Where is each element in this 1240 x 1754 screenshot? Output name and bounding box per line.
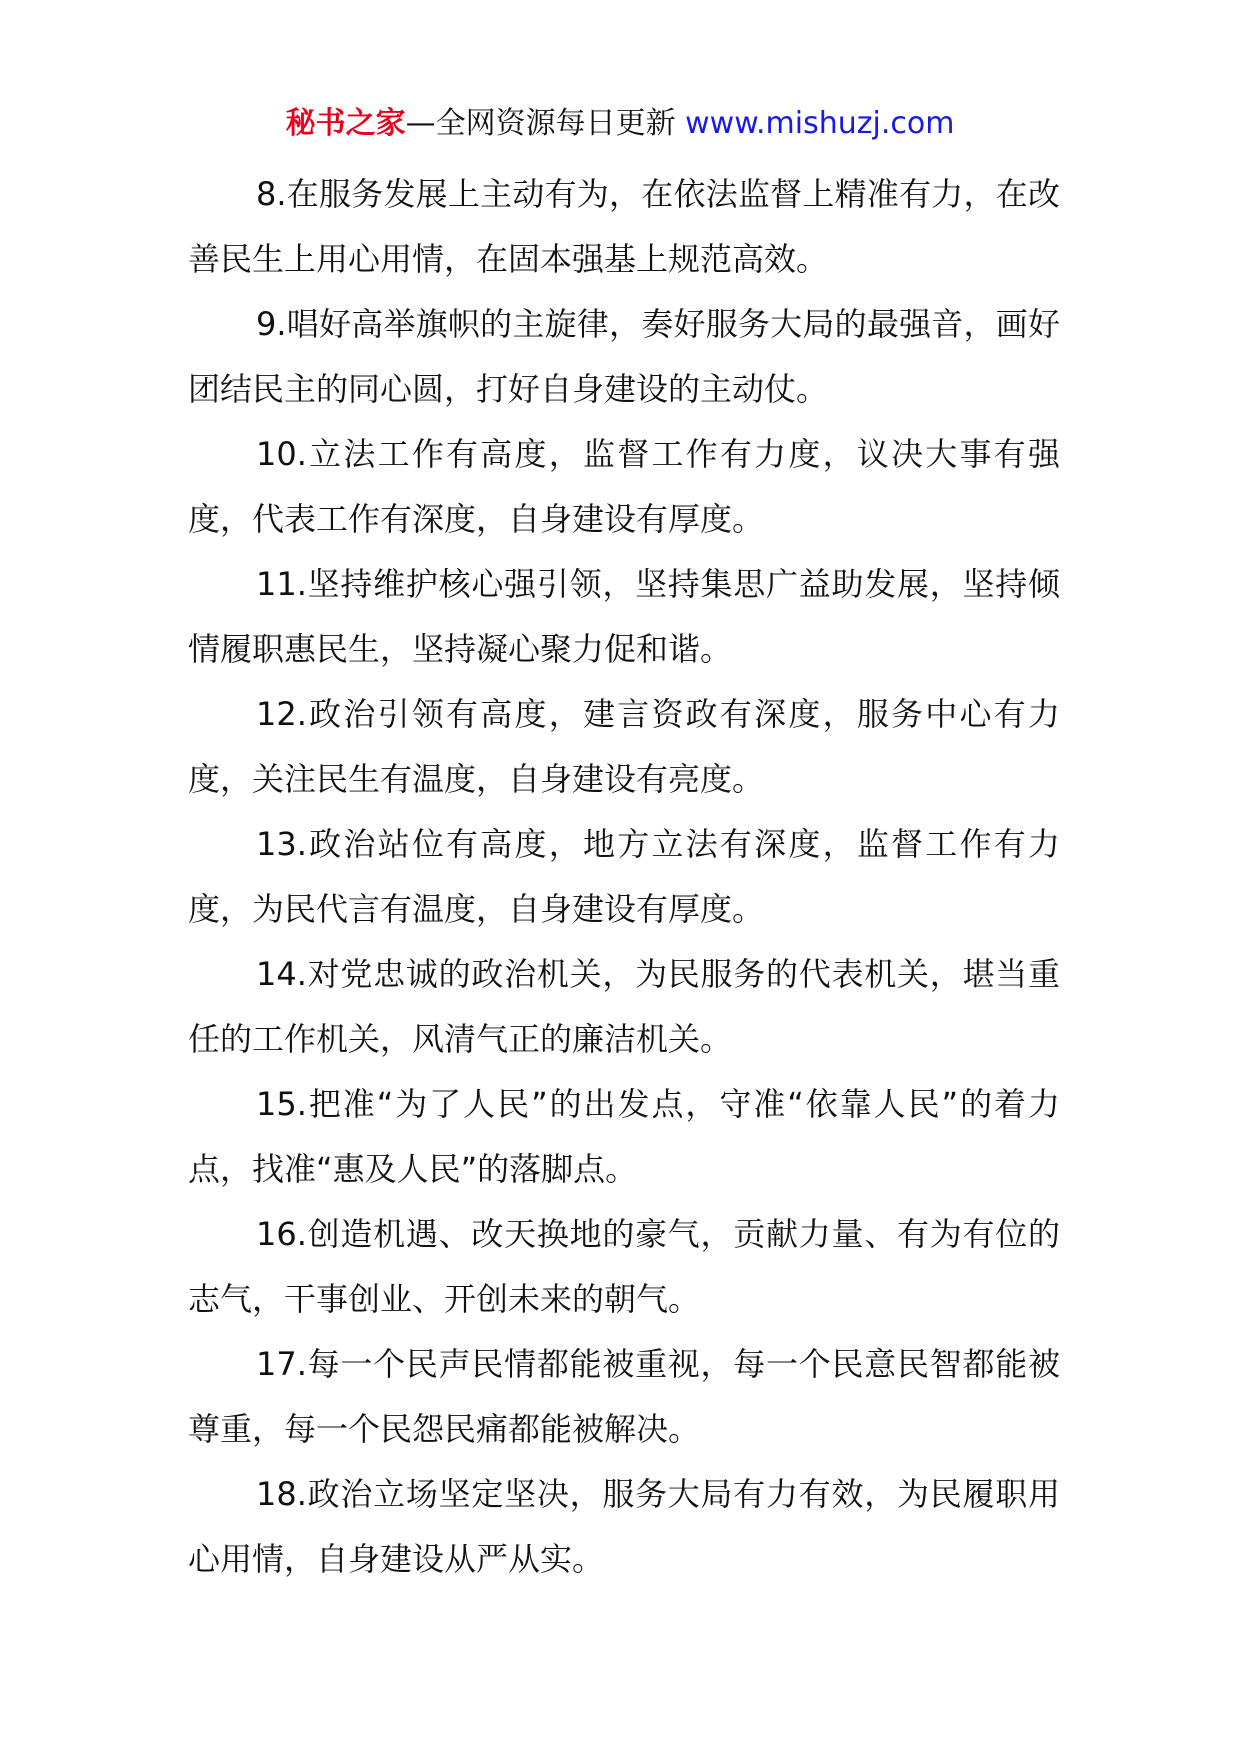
header-slogan: —全网资源每日更新 <box>405 106 676 141</box>
list-item-9: 9.唱好高举旗帜的主旋律，奏好服务大局的最强音，画好团结民主的同心圆，打好自身建设的主动仗。 <box>188 305 1060 408</box>
brand-name: 秘书之家 <box>285 106 406 141</box>
page-header <box>0 104 1240 144</box>
website-link[interactable]: www.mishuzj.com <box>685 106 955 141</box>
list-item-12: 12.政治引领有高度，建言资政有深度，服务中心有力度，关注民生有温度，自身建设有亮度。 <box>188 695 1060 798</box>
document-body <box>188 162 1060 1592</box>
list-item-10: 10.立法工作有高度，监督工作有力度，议决大事有强度，代表工作有深度，自身建设有厚度。 <box>188 435 1060 538</box>
list-item-13: 13.政治站位有高度，地方立法有深度，监督工作有力度，为民代言有温度，自身建设有厚度。 <box>188 825 1060 928</box>
list-item-8: 8.在服务发展上主动有为，在依法监督上精准有力，在改善民生上用心用情，在固本强基上规范高效。 <box>188 175 1060 278</box>
list-item-17: 17.每一个民声民情都能被重视，每一个民意民智都能被尊重，每一个民怨民痛都能被解决。 <box>188 1345 1060 1448</box>
list-item-11: 11.坚持维护核心强引领，坚持集思广益助发展，坚持倾情履职惠民生，坚持凝心聚力促和谐。 <box>188 565 1060 668</box>
list-item-14: 14.对党忠诚的政治机关，为民服务的代表机关，堪当重任的工作机关，风清气正的廉洁机关。 <box>188 955 1060 1058</box>
list-item-18: 18.政治立场坚定坚决，服务大局有力有效，为民履职用心用情，自身建设从严从实。 <box>188 1475 1060 1578</box>
list-item-15: 15.把准“为了人民”的出发点，守准“依靠人民”的着力点，找准“惠及人民”的落脚点。 <box>188 1085 1060 1188</box>
list-item-16: 16.创造机遇、改天换地的豪气，贡献力量、有为有位的志气，干事创业、开创未来的朝气。 <box>188 1215 1060 1318</box>
